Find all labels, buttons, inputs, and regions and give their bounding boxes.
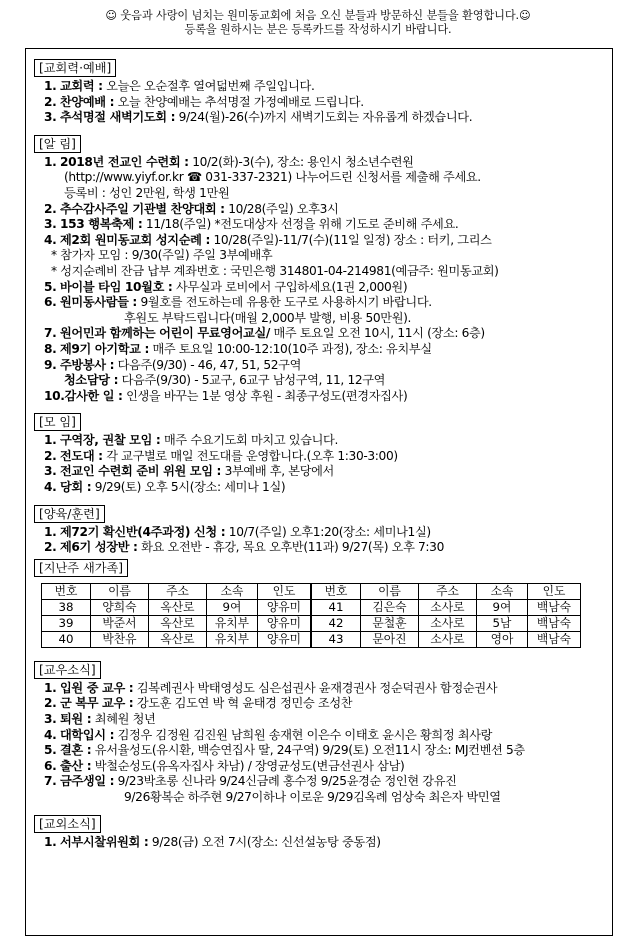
table-cell: 박찬유 xyxy=(91,631,149,647)
table-cell: 5남 xyxy=(477,615,528,631)
list-item: 3. 153 행복축제 : 11/18(주일) *전도대상자 선정을 위해 기도로 준비해 주세요. xyxy=(44,217,459,232)
list-item: 1. 서부시찰위원회 : 9/28(금) 오전 7시(장소: 신선설농탕 중동점) xyxy=(44,834,381,849)
list-item: 2. 전도대 : 각 교구별로 매일 전도대를 운영합니다.(오후 1:30-3:00) xyxy=(44,448,398,463)
section-title-meeting: [모 임] xyxy=(34,413,81,431)
list-item: 10.감사한 일 : 인생을 바꾸는 1분 영상 후원 - 최종구성도(편경자집사) xyxy=(44,388,408,403)
list-item: 1. 구역장, 권찰 모임 : 매주 수요기도회 마치고 있습니다. xyxy=(44,433,338,448)
list-item: 5. 바이블 타임 10월호 : 사무실과 로비에서 구입하세요(1권 2,000원) xyxy=(44,279,408,294)
list-item: 5. 결혼 : 유서율성도(유시환, 백승연집사 딸, 24구역) 9/29(토) 오전11시 장소: MJ컨벤션 5층 xyxy=(44,743,525,758)
table-header: 번호 xyxy=(311,583,361,599)
table-cell: 소사로 xyxy=(419,631,477,647)
table-cell: 문아진 xyxy=(361,631,419,647)
section-title-external: [교외소식] xyxy=(34,815,101,833)
table-cell: 소사로 xyxy=(419,599,477,615)
section-title-notice: [알 림] xyxy=(34,135,81,153)
section-title-calendar: [교회력·예배] xyxy=(34,59,116,77)
table-cell: 양유미 xyxy=(258,599,312,615)
list-item-detail: 9/26황복순 하주현 9/27이하나 이로운 9/29김옥례 엄상숙 최은자 박민열 xyxy=(124,790,501,804)
table-header: 주소 xyxy=(149,583,207,599)
section-title-members: [교우소식] xyxy=(34,661,101,679)
new-family-table xyxy=(41,583,581,648)
table-cell: 유치부 xyxy=(207,631,258,647)
table-header: 이름 xyxy=(91,583,149,599)
list-item-detail: 등록비 : 성인 2만원, 학생 1만원 xyxy=(64,185,230,200)
table-cell: 43 xyxy=(311,631,361,647)
table-header: 소속 xyxy=(207,583,258,599)
table-cell: 옥산로 xyxy=(149,631,207,647)
welcome-header xyxy=(0,0,636,36)
register-line: 등록을 원하시는 분은 등록카드를 작성하시기 바랍니다. xyxy=(184,22,452,36)
list-item: 2. 군 복무 교우 : 강도훈 김도연 박 혁 윤태경 정민승 조성찬 xyxy=(44,696,353,711)
table-cell: 영아 xyxy=(477,631,528,647)
list-item-detail: 후원도 부탁드립니다(매월 2,000부 발행, 비용 50만원). xyxy=(124,310,412,325)
section-title-family: [지난주 새가족] xyxy=(34,559,128,577)
table-cell: 양희숙 xyxy=(91,599,149,615)
bulletin-frame xyxy=(25,48,613,936)
list-item: 1. 제72기 확신반(4주과정) 신청 : 10/7(주일) 오후1:20(장소: 세미나1실) xyxy=(44,524,431,539)
table-cell: 38 xyxy=(42,599,91,615)
list-item: 3. 퇴원 : 최혜원 청년 xyxy=(44,712,156,727)
table-cell: 9여 xyxy=(477,599,528,615)
list-item: 8. 제9기 아기학교 : 매주 토요일 10:00-12:10(10주 과정), 장소: 유치부실 xyxy=(44,341,432,356)
list-item-detail: * 성지순례비 잔금 납부 계좌번호 : 국민은행 314801-04-214981(예금주: 원미동교회) xyxy=(51,263,499,278)
table-header: 번호 xyxy=(42,583,91,599)
table-cell: 양유미 xyxy=(258,615,312,631)
table-cell: 유치부 xyxy=(207,615,258,631)
table-cell: 양유미 xyxy=(258,631,312,647)
list-item: 7. 금주생일 : 9/23박초롱 신나라 9/24신금례 홍수정 9/25윤경순 정인현 강유진 xyxy=(44,774,457,789)
table-row xyxy=(42,631,581,647)
list-item: 9. 주방봉사 : 다음주(9/30) - 46, 47, 51, 52구역 xyxy=(44,357,301,372)
table-cell: 백남숙 xyxy=(528,599,581,615)
list-item: 청소담당 : 다음주(9/30) - 5교구, 6교구 남성구역, 11, 12구역 xyxy=(64,373,386,388)
list-item: 1. 2018년 전교인 수련회 : 10/2(화)-3(수), 장소: 용인시 청소년수련원 xyxy=(44,154,414,169)
table-header: 주소 xyxy=(419,583,477,599)
list-item: 1. 입원 중 교우 : 김복례권사 박태영성도 심은섭권사 윤재경권사 정순덕권사 함정순권사 xyxy=(44,680,498,695)
table-cell: 39 xyxy=(42,615,91,631)
table-row xyxy=(42,615,581,631)
table-cell: 옥산로 xyxy=(149,599,207,615)
list-item-detail: * 참가자 모임 : 9/30(주일) 주일 3부예배후 xyxy=(51,248,273,263)
table-cell: 소사로 xyxy=(419,615,477,631)
list-item: 3. 전교인 수련회 준비 위원 모임 : 3부예배 후, 본당에서 xyxy=(44,464,334,479)
table-header-row xyxy=(42,583,581,599)
table-header: 이름 xyxy=(361,583,419,599)
list-item: 2. 추수감사주일 기관별 찬양대회 : 10/28(주일) 오후3시 xyxy=(44,201,339,216)
table-cell: 백남숙 xyxy=(528,631,581,647)
table-header: 인도 xyxy=(258,583,312,599)
table-header: 소속 xyxy=(477,583,528,599)
table-header: 인도 xyxy=(528,583,581,599)
list-item: 2. 제6기 성장반 : 화요 오전반 - 휴강, 목요 오후반(11과) 9/27(목) 오후 7:30 xyxy=(44,540,444,555)
list-item: 4. 당회 : 9/29(토) 오후 5시(장소: 세미나 1실) xyxy=(44,480,286,495)
table-cell: 옥산로 xyxy=(149,615,207,631)
list-item: 7. 원어민과 함께하는 어린이 무료영어교실/ 매주 토요일 오전 10시, 11시 (장소: 6층) xyxy=(44,326,485,341)
table-cell: 문철훈 xyxy=(361,615,419,631)
list-item: 2. 찬양예배 : 오늘 찬양예배는 추석명절 가정예배로 드립니다. xyxy=(44,94,364,109)
table-cell: 백남숙 xyxy=(528,615,581,631)
table-cell: 41 xyxy=(311,599,361,615)
welcome-line: ☺ 웃음과 사랑이 넘치는 원미동교회에 처음 오신 분들과 방문하신 분들을 환영합니다.☺ xyxy=(105,9,531,22)
list-item-detail: (http://www.yiyf.or.kr ☎ 031-337-2321) 나누어드린 신청서를 제출해 주세요. xyxy=(64,170,481,185)
list-item: 6. 출산 : 박철순성도(유옥자집사 차남) / 장영균성도(변금선권사 삼남) xyxy=(44,758,405,773)
table-cell: 박준서 xyxy=(91,615,149,631)
section-title-training: [양육/훈련] xyxy=(34,505,105,523)
list-item: 1. 교회력 : 오늘은 오순절후 열여덟번째 주일입니다. xyxy=(44,79,315,93)
table-cell: 김은숙 xyxy=(361,599,419,615)
table-row xyxy=(42,599,581,615)
table-cell: 9여 xyxy=(207,599,258,615)
list-item: 6. 원미동사람들 : 9월호를 전도하는데 유용한 도구로 사용하시기 바랍니다. xyxy=(44,295,432,310)
list-item: 4. 대학입시 : 김정우 김정원 김진원 남희원 송재현 이은수 이태호 윤시은 황희정 최사랑 xyxy=(44,727,493,742)
table-cell: 42 xyxy=(311,615,361,631)
table-cell: 40 xyxy=(42,631,91,647)
list-item: 4. 제2회 원미동교회 성지순례 : 10/28(주일)-11/7(수)(11일 일정) 장소 : 터키, 그리스 xyxy=(44,232,492,247)
list-item: 3. 추석명절 새벽기도회 : 9/24(월)-26(수)까지 새벽기도회는 자유롭게 하겠습니다. xyxy=(44,110,473,125)
